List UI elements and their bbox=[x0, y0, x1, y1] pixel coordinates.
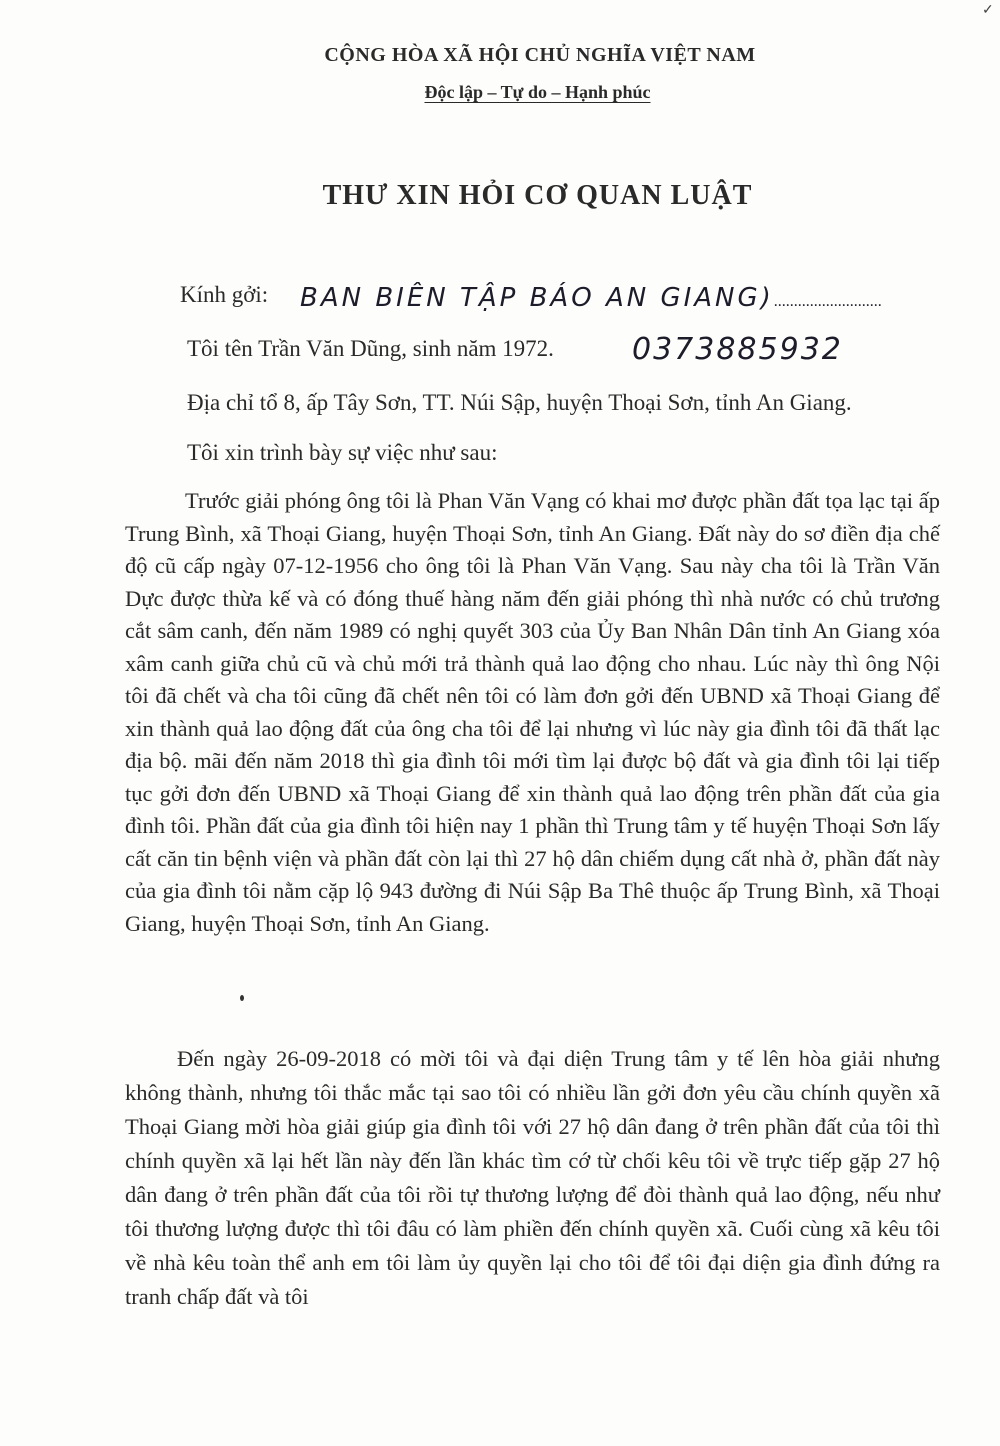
recipient-text: BAN BIÊN TẬP BÁO AN GIANG) bbox=[300, 283, 774, 313]
intro-line: Tôi xin trình bày sự việc như sau: bbox=[187, 440, 498, 465]
document-title: THƯ XIN HỎI CƠ QUAN LUẬT bbox=[322, 180, 753, 211]
paragraph-1: Trước giải phóng ông tôi là Phan Văn Vạng có khai mơ được phần đất tọa lạc tại ấp Trung Bình, xã Thoại Giang, huyện Thoại Sơn, tỉnh An Giang. Đất này do sơ điền địa chế độ cũ cấp ngày 07-12-1956 cho ông tôi là Phan Văn Vạng. Sau này cha tôi là Trần Văn Dực được thừa kế và có đóng thuế hàng năm đến giải phóng thì nhà nước có chủ trương cắt sâm canh, đến năm 1989 có nghị quyết 303 của Ủy Ban Nhân Dân tỉnh An Giang xóa xâm canh giữa chủ cũ và chủ mới trả thành quả lao động cho nhau. Lúc này thì ông Nội tôi đã chết và cha tôi cũng đã chết nên tôi có làm đơn gởi đến UBND xã Thoại Giang để xin thành quả lao động đất của ông cha tôi để lại nhưng vì lúc này gia đình tôi đã thất lạc địa bộ. mãi đến năm 2018 thì gia đình tôi mới tìm lại được bộ đất và gia đình tôi lại tiếp tục gởi đơn đến UBND xã Thoại Giang để xin thành quả lao động trên phần đất của gia đình tôi. Phần đất của gia đình tôi hiện nay 1 phần thì Trung tâm y tế huyện Thoại Sơn lấy cất căn tin bệnh viện và phần đất còn lại thì 27 hộ dân chiếm dụng cất nhà ở, phần đất này của gia đình tôi nằm cặp lộ 943 đường đi Núi Sập Ba Thê thuộc ấp Trung Bình, xã Thoại Giang, huyện Thoại Sơn, tỉnh An Giang. bbox=[125, 488, 940, 936]
corner-mark: ✓ bbox=[982, 3, 994, 18]
handwritten-recipient bbox=[300, 283, 882, 313]
address-line: Địa chỉ tổ 8, ấp Tây Sơn, TT. Núi Sập, huyện Thoại Sơn, tỉnh An Giang. bbox=[187, 390, 852, 415]
salutation-dots: ........................... bbox=[773, 293, 882, 310]
handwritten-phone: 0373885932 bbox=[632, 332, 843, 367]
national-title: CỘNG HÒA XÃ HỘI CHỦ NGHĨA VIỆT NAM bbox=[324, 44, 756, 66]
salutation-label: Kính gởi: bbox=[180, 282, 269, 307]
salutation-line bbox=[180, 282, 268, 308]
motto bbox=[0, 82, 1000, 103]
motto-text: Độc lập – Tự do – Hạnh phúc bbox=[424, 82, 651, 102]
ink-smudge bbox=[240, 995, 244, 1001]
name-line: Tôi tên Trần Văn Dũng, sinh năm 1972. bbox=[187, 336, 554, 361]
paragraph-2: Đến ngày 26-09-2018 có mời tôi và đại diện Trung tâm y tế lên hòa giải nhưng không thành, nhưng tôi thắc mắc tại sao tôi có nhiều lần gởi đơn yêu cầu chính quyền xã Thoại Giang mời hòa giải giúp gia đình tôi với 27 hộ dân đang ở trên phần đất của tôi thì chính quyền xã lại hết lần này đến lần khác tìm cớ từ chối kêu tôi về trực tiếp gặp 27 hộ dân đang ở trên phần đất của tôi rồi tự thương lượng để đòi thành quả lao động, nếu như tôi thương lượng được thì tôi đâu có làm phiền đến chính quyền xã. Cuối cùng xã kêu tôi về nhà kêu toàn thể anh em tôi làm ủy quyền lại cho tôi để tôi đại diện gia đình đứng ra tranh chấp đất và tôi bbox=[125, 1046, 940, 1309]
